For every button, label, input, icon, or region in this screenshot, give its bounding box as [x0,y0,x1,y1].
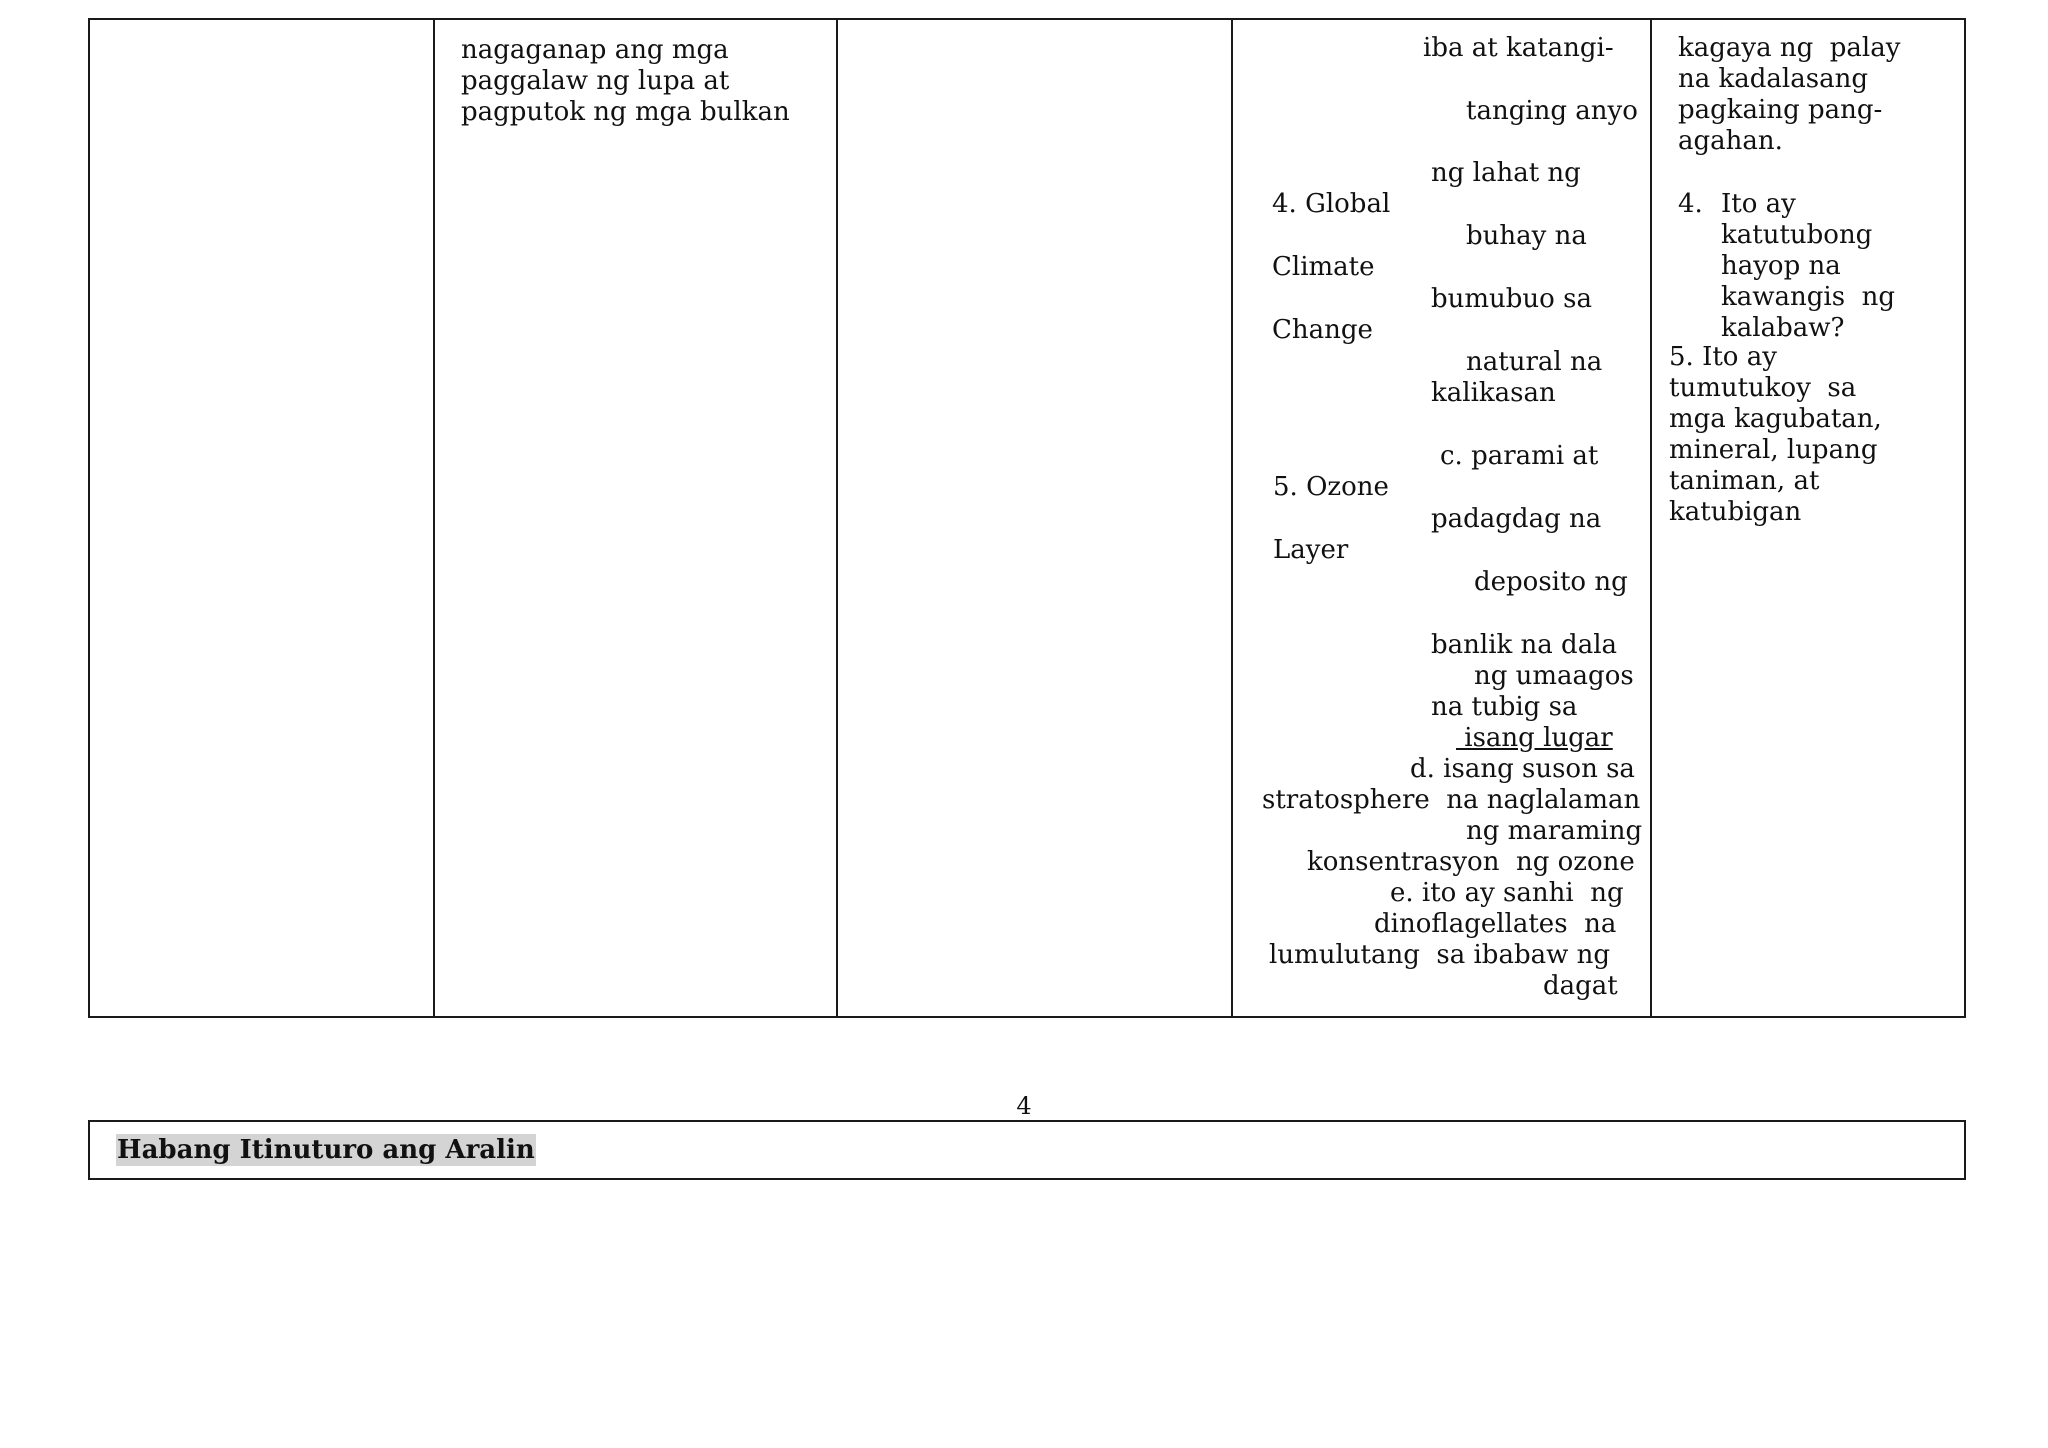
col4-choice-line: padagdag na [1431,504,1602,534]
col5-line: mineral, lupang [1669,435,1878,465]
col5-line: kawangis ng [1721,282,1895,312]
col4-term-line: Layer [1273,535,1349,565]
col4-choice-line: kalikasan [1431,378,1556,408]
col5-line: Ito ay [1721,189,1796,219]
col5-line: pagkaing pang- [1678,95,1883,125]
col4-choice-line: konsentrasyon ng ozone [1307,847,1635,877]
col5-line: agahan. [1678,126,1783,156]
col5-line: hayop na [1721,251,1841,281]
col4-term-line: 4. Global [1272,189,1391,219]
column-divider-3 [1231,18,1233,1018]
col5-line: taniman, at [1669,466,1820,496]
col5-line: mga kagubatan, [1669,404,1882,434]
col4-choice-line-underlined: isang lugar [1456,723,1613,753]
col4-term-line: Change [1272,315,1373,345]
col4-choice-line: d. isang suson sa [1410,754,1635,784]
section-header-box [88,1120,1966,1180]
col4-choice-line: stratosphere na naglalaman [1262,785,1641,815]
col4-choice-line: ng lahat ng [1431,158,1581,188]
col4-choice-line: na tubig sa [1431,692,1578,722]
col5-line: katutubong [1721,220,1873,250]
col4-term-line: Climate [1272,252,1375,282]
col5-line: 5. Ito ay [1669,342,1777,372]
col5-line: katubigan [1669,497,1802,527]
col4-choice-line: dinoflagellates na [1374,909,1617,939]
col4-choice-line: e. ito ay sanhi ng [1390,878,1624,908]
section-title: Habang Itinuturo ang Aralin [117,1135,535,1165]
col4-choice-line: banlik na dala [1431,630,1618,660]
col4-term-line: 5. Ozone [1273,472,1389,502]
col4-choice-line: ng maraming [1466,816,1643,846]
col2-line-3: pagputok ng mga bulkan [461,97,790,127]
col4-choice-line: iba at katangi- [1423,33,1614,63]
col5-line: kagaya ng palay [1678,33,1901,63]
col2-line-2: paggalaw ng lupa at [461,66,730,96]
col5-line: na kadalasang [1678,64,1868,94]
col4-choice-line: lumulutang sa ibabaw ng [1269,940,1611,970]
col4-choice-line: natural na [1466,347,1603,377]
col5-line: kalabaw? [1721,313,1845,343]
col4-choice-line: deposito ng [1474,567,1628,597]
column-divider-2 [836,18,838,1018]
col2-line-1: nagaganap ang mga [461,35,729,65]
col4-choice-line: dagat [1543,971,1618,1001]
col4-choice-line: ng umaagos [1474,661,1634,691]
column-divider-4 [1650,18,1652,1018]
col4-choice-line: bumubuo sa [1431,284,1592,314]
col4-choice-line: tanging anyo [1466,96,1638,126]
col5-q4-number: 4. [1678,189,1703,219]
column-divider-1 [433,18,435,1018]
page-number: 4 [1016,1092,1032,1120]
col4-choice-line: c. parami at [1440,441,1599,471]
col4-choice-line: buhay na [1466,221,1587,251]
col5-line: tumutukoy sa [1669,373,1857,403]
